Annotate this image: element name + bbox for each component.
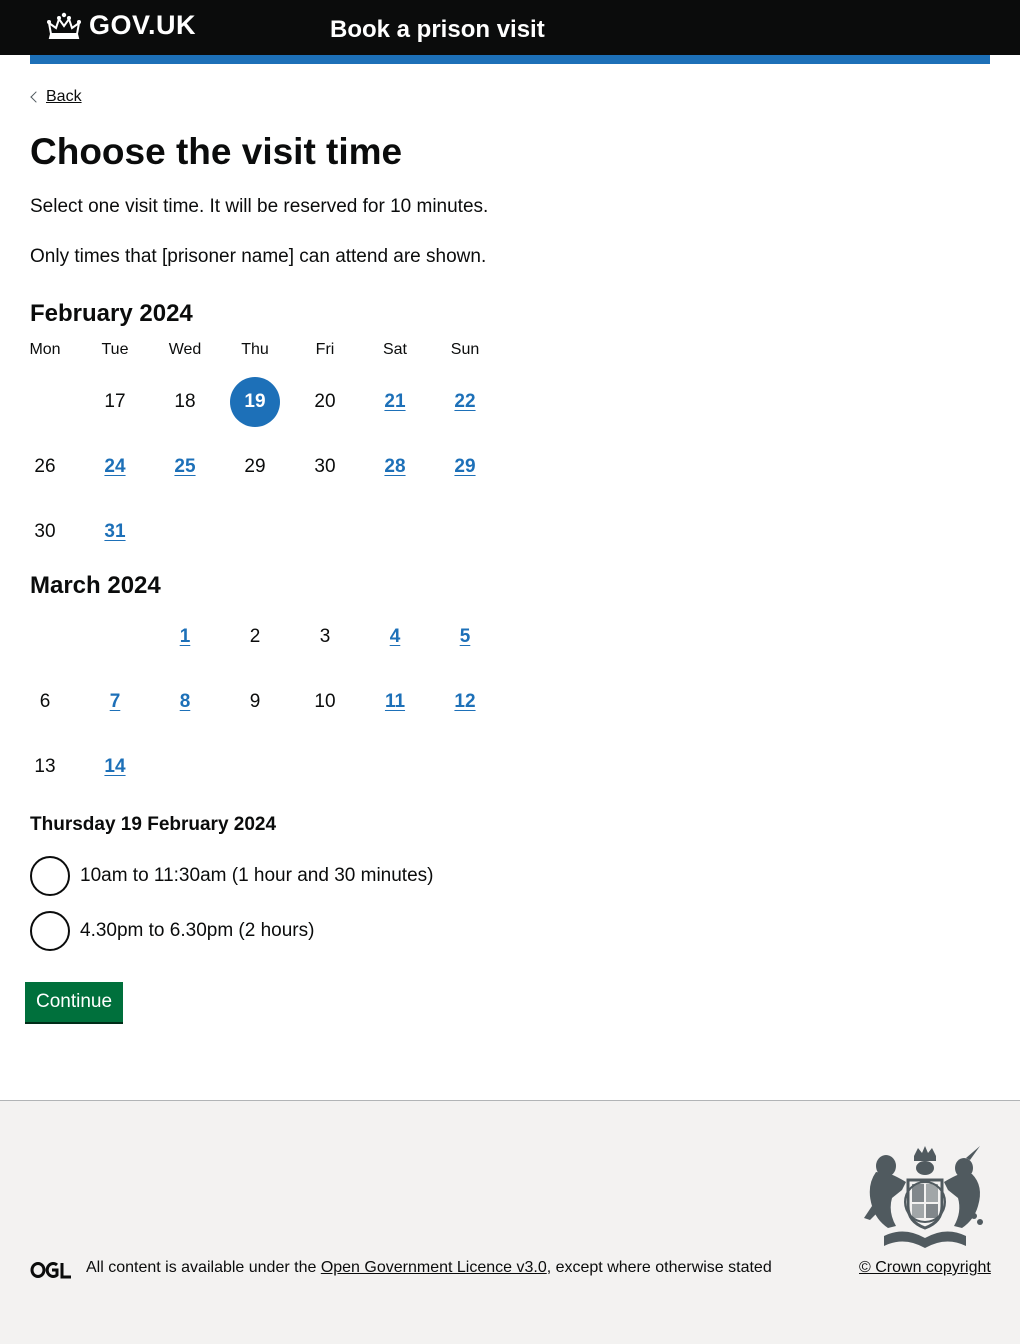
slot-option-1[interactable] (30, 856, 433, 896)
calendar-day: 26 (34, 456, 56, 477)
calendar-day-selected[interactable]: 19 (230, 377, 280, 427)
licence-prefix: All content is available under the (86, 1259, 321, 1276)
calendar-day-available[interactable]: 29 (454, 456, 476, 477)
calendar-day-available[interactable]: 5 (459, 626, 471, 647)
govuk-logo-text: GOV.UK (89, 10, 197, 40)
calendar-day: 3 (319, 626, 331, 647)
calendar-day: 20 (314, 391, 336, 412)
month-title: March 2024 (30, 572, 161, 599)
weekday-header: Mon (29, 341, 61, 358)
slot-option-label: 10am to 11:30am (1 hour and 30 minutes) (80, 865, 434, 886)
weekday-header: Fri (315, 341, 335, 358)
licence-text (86, 1259, 772, 1277)
back-link[interactable] (30, 88, 82, 106)
calendar-day-available[interactable]: 31 (104, 521, 126, 542)
crown-copyright-link[interactable]: © Crown copyright (859, 1259, 991, 1276)
licence-suffix: , except where otherwise stated (546, 1259, 772, 1276)
calendar-day-available[interactable]: 4 (389, 626, 401, 647)
calendar-day: 2 (249, 626, 261, 647)
calendar-day-available[interactable]: 1 (179, 626, 191, 647)
weekday-header: Wed (168, 341, 202, 358)
ogl-link[interactable]: Open Government Licence v3.0 (320, 1259, 547, 1276)
calendar-day: 6 (39, 691, 51, 712)
calendar-day-available[interactable]: 8 (179, 691, 191, 712)
weekday-header: Sat (382, 341, 407, 358)
ogl-logo-icon (30, 1261, 72, 1279)
calendar-day-available[interactable]: 25 (174, 456, 196, 477)
royal-coat-of-arms-icon (862, 1146, 988, 1250)
calendar-day-available[interactable]: 24 (104, 456, 126, 477)
slot-option-2[interactable] (30, 911, 314, 951)
calendar-day: 29 (244, 456, 266, 477)
site-header (0, 0, 1020, 55)
calendar-day: 9 (249, 691, 261, 712)
calendar-day-available[interactable]: 7 (109, 691, 121, 712)
note-text: Only times that [prisoner name] can attend are shown. (30, 246, 487, 267)
calendar-day-available[interactable]: 11 (384, 691, 406, 712)
calendar-day-available[interactable]: 14 (104, 756, 126, 777)
slot-option-label: 4.30pm to 6.30pm (2 hours) (80, 920, 315, 941)
calendar-day: 13 (34, 756, 56, 777)
radio-button[interactable] (30, 911, 70, 951)
intro-text: Select one visit time. It will be reserved for 10 minutes. (30, 196, 489, 217)
calendar-day: 10 (314, 691, 336, 712)
calendar-day: 17 (104, 391, 126, 412)
back-link-label: Back (46, 88, 82, 105)
site-footer (0, 1100, 1020, 1344)
weekday-header: Tue (101, 341, 129, 358)
calendar-day-available[interactable]: 21 (384, 391, 406, 412)
crown-icon (47, 12, 81, 40)
calendar-day-available[interactable]: 28 (384, 456, 406, 477)
calendar-day-available[interactable]: 12 (454, 691, 476, 712)
page-title: Choose the visit time (30, 131, 403, 172)
weekday-header: Thu (241, 341, 269, 358)
radio-button[interactable] (30, 856, 70, 896)
calendar-day: 18 (174, 391, 196, 412)
calendar-day-available[interactable]: 22 (454, 391, 476, 412)
service-name-link[interactable]: Book a prison visit (330, 16, 545, 43)
header-accent-bar (30, 55, 990, 64)
month-title: February 2024 (30, 300, 193, 327)
calendar-day: 30 (34, 521, 56, 542)
govuk-logo-link[interactable] (47, 10, 196, 41)
selected-date-heading: Thursday 19 February 2024 (30, 814, 277, 835)
chevron-left-icon (30, 91, 41, 102)
weekday-header: Sun (450, 341, 480, 358)
continue-button[interactable]: Continue (25, 982, 123, 1022)
calendar-day: 30 (314, 456, 336, 477)
